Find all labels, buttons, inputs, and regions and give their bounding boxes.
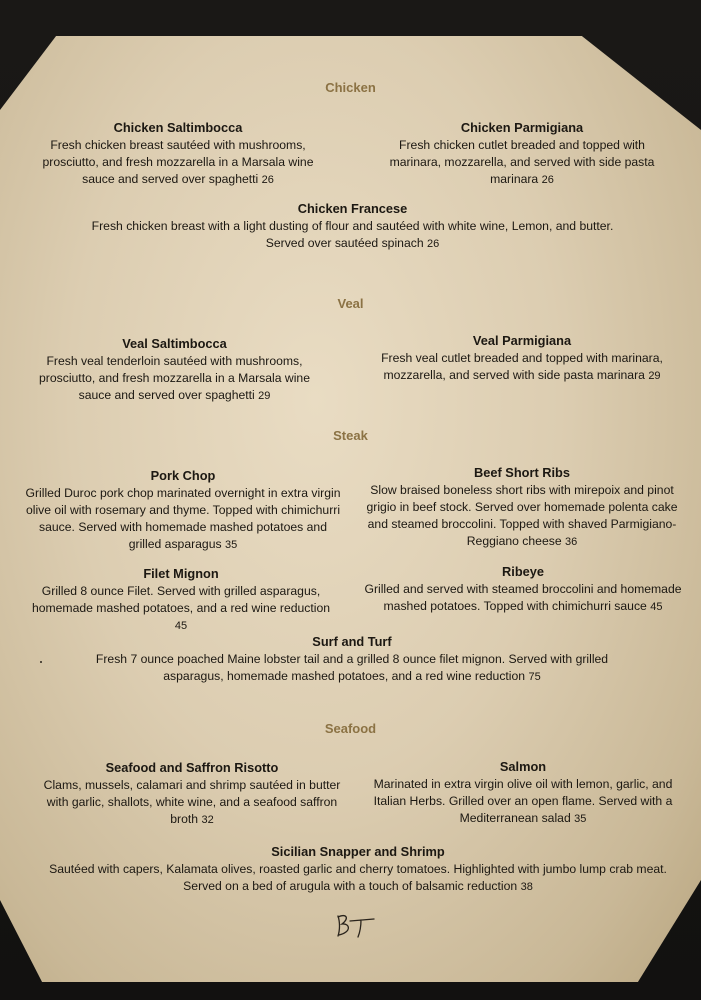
menu-item-chicken-francese [80, 200, 625, 253]
item-description: Sautéed with capers, Kalamata olives, roasted garlic and cherry tomatoes. Highlighted with jumbo lump crab meat. Served on a bed of arugula with a touch of balsamic reduction 38 [49, 862, 667, 893]
item-price: 45 [174, 620, 188, 632]
menu-item-seafood-saffron-risotto [36, 759, 348, 829]
item-description: Grilled and served with steamed broccolini and homemade mashed potatoes. Topped with chimichurri sauce 45 [364, 582, 682, 613]
item-name: Beef Short Ribs [474, 465, 570, 480]
item-name: Veal Saltimbocca [122, 336, 227, 351]
menu-item-chicken-saltimbocca [28, 119, 328, 189]
item-description: Grilled 8 ounce Filet. Served with grilled asparagus, homemade mashed potatoes, and a red wine reduction 45 [31, 584, 331, 632]
item-price: 29 [648, 370, 661, 382]
item-name: Chicken Saltimbocca [113, 120, 243, 135]
item-price: 45 [650, 601, 663, 613]
menu-item-veal-saltimbocca [22, 335, 327, 405]
menu-item-ribeye [358, 563, 688, 616]
item-name: Chicken Parmigiana [460, 120, 584, 135]
item-price: 26 [261, 174, 274, 186]
item-description: Slow braised boneless short ribs with mirepoix and pinot grigio in beef stock. Served over homemade polenta cake and steamed broccolini. Topped with shaved Parmigiano-Reggiano cheese 36 [366, 483, 678, 548]
bt-signature-logo [330, 910, 380, 940]
item-description: Fresh veal cutlet breaded and topped with marinara, mozzarella, and served with side pasta marinara 29 [381, 351, 663, 382]
item-description: Grilled Duroc pork chop marinated overnight in extra virgin olive oil with rosemary and thyme. Topped with chimichurri sauce. Served with homemade mashed potatoes and grilled asparagus 35 [25, 486, 341, 551]
menu-item-surf-and-turf [66, 633, 638, 686]
item-name: Ribeye [502, 564, 544, 579]
item-description: Clams, mussels, calamari and shrimp sautéed in butter with garlic, shallots, white wine, and a seafood saffron broth 32 [43, 778, 341, 826]
item-name: Surf and Turf [312, 634, 392, 649]
menu-item-salmon [368, 758, 678, 828]
item-price: 35 [224, 539, 238, 551]
item-name: Veal Parmigiana [472, 333, 572, 348]
item-name: Seafood and Saffron Risotto [105, 760, 279, 775]
section-chicken: Chicken [325, 80, 376, 95]
menu-item-beef-short-ribs [362, 464, 682, 551]
item-price: 26 [541, 174, 554, 186]
item-price: 36 [565, 536, 578, 548]
item-name: Chicken Francese [297, 201, 408, 216]
menu-item-chicken-parmigiana [372, 119, 672, 189]
item-name: Pork Chop [150, 468, 216, 483]
item-name: Sicilian Snapper and Shrimp [271, 844, 445, 859]
item-price: 32 [201, 814, 214, 826]
section-seafood: Seafood [324, 721, 377, 736]
item-price: 35 [574, 813, 587, 825]
item-price: 75 [528, 671, 541, 683]
section-steak: Steak [333, 428, 368, 443]
item-name: Salmon [499, 759, 547, 774]
item-price: 26 [427, 238, 440, 250]
menu-item-sicilian-snapper-shrimp [48, 843, 668, 896]
item-description: Fresh chicken cutlet breaded and topped with marinara, mozzarella, and served with side pasta marinara 26 [389, 138, 655, 186]
section-veal: Veal [337, 296, 364, 311]
item-description: Fresh chicken breast with a light dusting of flour and sautéed with white wine, Lemon, and butter. Served over sautéed spinach 26 [91, 219, 614, 250]
item-price: 38 [520, 881, 533, 893]
item-name: Filet Mignon [143, 566, 219, 581]
stray-mark [40, 661, 42, 663]
item-description: Fresh 7 ounce poached Maine lobster tail and a grilled 8 ounce filet mignon. Served with grilled asparagus, homemade mashed potatoes, and a red wine reduction 75 [95, 652, 609, 683]
item-price: 29 [258, 390, 271, 402]
menu-item-pork-chop [22, 467, 344, 554]
menu-item-veal-parmigiana [372, 332, 672, 385]
item-description: Fresh chicken breast sautéed with mushrooms, prosciutto, and fresh mozzarella in a Marsala wine sauce and served over spaghetti 26 [42, 138, 314, 186]
item-description: Marinated in extra virgin olive oil with lemon, garlic, and Italian Herbs. Grilled over an open flame. Served with a Mediterranean salad 35 [373, 777, 673, 825]
menu-item-filet-mignon [26, 565, 336, 635]
item-description: Fresh veal tenderloin sautéed with mushrooms, prosciutto, and fresh mozzarella in a Marsala wine sauce and served over spaghetti 29 [39, 354, 310, 402]
